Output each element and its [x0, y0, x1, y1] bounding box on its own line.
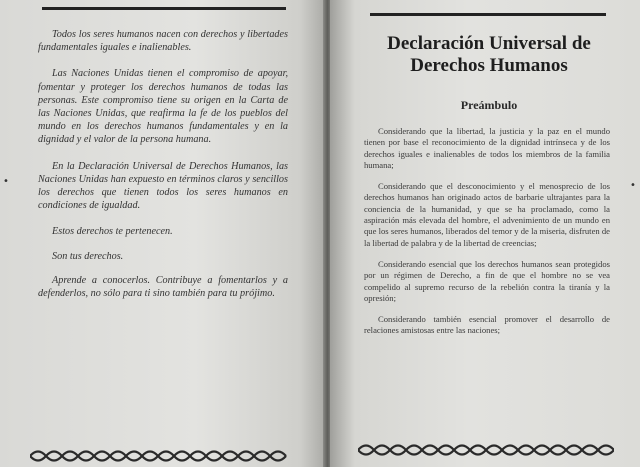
paragraph: Considerando esencial que los derechos humanos sean protegidos por un régimen de Derecho, a fin de que el hombre no se vea compelido al supremo recurso de la rebelión contra la tiranía y la opresión;: [364, 258, 610, 303]
right-page: [330, 0, 640, 467]
paragraph: Considerando también esencial promover el desarrollo de relaciones amistosas entre las naciones;: [364, 314, 610, 336]
page-edge-mark: •: [3, 176, 9, 187]
paragraph: Aprende a conocerlos. Contribuye a fomentarlos y a defenderlos, no sólo para ti sino también para tu prójimo.: [38, 274, 288, 300]
top-rule: [42, 7, 286, 10]
document-title: Declaración Universal de Derechos Humanos: [387, 33, 591, 76]
paragraph: Todos los seres humanos nacen con derechos y libertades fundamentales iguales e inalienables.: [38, 29, 288, 54]
decorative-border-ornament: [358, 441, 614, 459]
decorative-border-ornament: [30, 447, 288, 465]
paragraph: Estos derechos te pertenecen.: [52, 226, 173, 238]
paragraph: Son tus derechos.: [52, 250, 124, 262]
preamble-text: [364, 126, 610, 347]
paragraph: Considerando que el desconocimiento y el menosprecio de los derechos humanos han originado actos de barbarie ultrajantes para la conciencia de la humanidad, y que se ha proclamado, como la aspiración más elevada del hombre, el advenimiento de un mundo en que los seres humanos, liberados del temor y de la miseria, disfruten de la libertad de palabra y de la libertad de creencias;: [364, 181, 610, 248]
paragraph: En la Declaración Universal de Derechos Humanos, las Naciones Unidas han expuesto en términos claros y sencillos los derechos que tienen todos los seres humanos en condiciones de igualdad.: [38, 160, 288, 212]
section-heading: Preámbulo: [460, 98, 518, 112]
left-page-text: [38, 28, 288, 313]
paragraph: Las Naciones Unidas tienen el compromiso de apoyar, fomentar y proteger los derechos humanos de todas las personas. Este compromiso tiene su origen en la Carta de las Naciones Unidas, que reafirma la fe de los pueblos del mundo en los derechos humanos fundamentales y en la dignidad y el valor de la persona humana.: [38, 68, 288, 146]
page-edge-mark: •: [630, 180, 636, 191]
paragraph: Considerando que la libertad, la justicia y la paz en el mundo tienen por base el reconocimiento de la dignidad intrínseca y de los derechos iguales e inalienables de todos los miembros de la familia humana;: [364, 126, 610, 170]
top-rule: [370, 13, 606, 16]
